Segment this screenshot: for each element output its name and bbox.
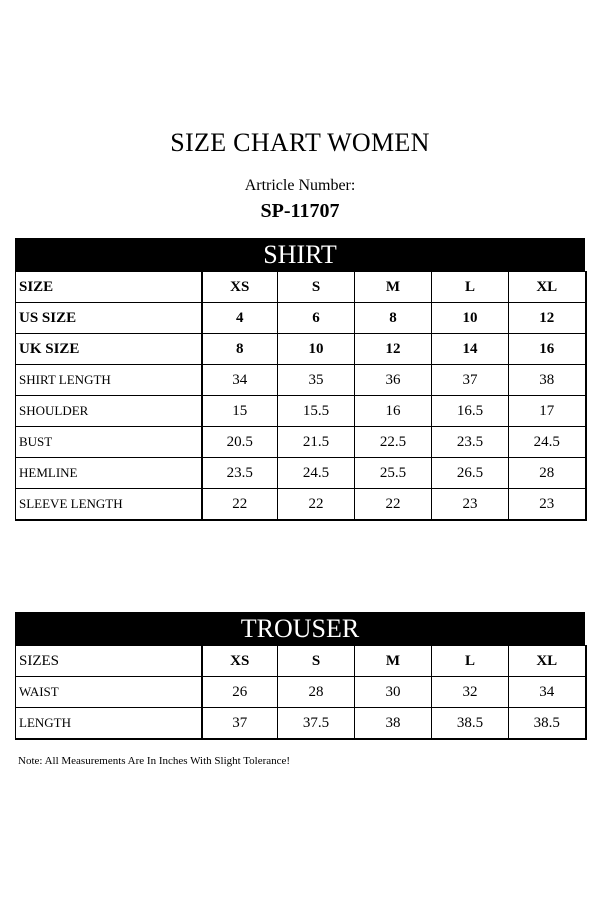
table-cell: 8 — [355, 303, 432, 334]
table-cell: 38.5 — [432, 708, 509, 740]
table-cell: 30 — [355, 677, 432, 708]
table-cell: 16.5 — [432, 396, 509, 427]
table-row — [16, 272, 586, 303]
table-cell: 34 — [202, 365, 278, 396]
table-cell: 10 — [278, 334, 355, 365]
table-row — [16, 365, 586, 396]
table-cell: 37 — [432, 365, 509, 396]
table-cell: XS — [202, 646, 278, 677]
table-cell: 16 — [509, 334, 586, 365]
table-cell: XL — [509, 272, 586, 303]
table-cell: 21.5 — [278, 427, 355, 458]
table-cell: 23.5 — [202, 458, 278, 489]
table-cell: XL — [509, 646, 586, 677]
table-cell: 22 — [278, 489, 355, 521]
table-cell: L — [432, 646, 509, 677]
table-cell: 38.5 — [509, 708, 586, 740]
table-row — [16, 427, 586, 458]
row-label: WAIST — [16, 677, 202, 708]
table-cell: XS — [202, 272, 278, 303]
table-row — [16, 396, 586, 427]
row-label: HEMLINE — [16, 458, 202, 489]
table-cell: 4 — [202, 303, 278, 334]
article-number-value: SP-11707 — [260, 200, 340, 222]
row-label: SIZES — [16, 646, 202, 677]
table-cell: 6 — [278, 303, 355, 334]
table-cell: 28 — [509, 458, 586, 489]
table-cell: 23 — [432, 489, 509, 521]
table-cell: 26.5 — [432, 458, 509, 489]
article-number-label: Artricle Number: — [244, 177, 356, 194]
table-cell: 22 — [355, 489, 432, 521]
table-row — [16, 334, 586, 365]
row-label: SIZE — [16, 272, 202, 303]
trouser-size-table — [15, 645, 587, 740]
table-row — [16, 646, 586, 677]
table-cell: 35 — [278, 365, 355, 396]
table-cell: S — [278, 646, 355, 677]
table-cell: 14 — [432, 334, 509, 365]
table-cell: 22.5 — [355, 427, 432, 458]
table-cell: 16 — [355, 396, 432, 427]
table-cell: 12 — [509, 303, 586, 334]
row-label: SHOULDER — [16, 396, 202, 427]
table-cell: 24.5 — [278, 458, 355, 489]
table-cell: 37 — [202, 708, 278, 740]
measurement-note: Note: All Measurements Are In Inches With Slight Tolerance! — [18, 755, 291, 767]
shirt-size-section — [15, 238, 585, 521]
trouser-size-section — [15, 612, 585, 740]
table-cell: 22 — [202, 489, 278, 521]
row-label: UK SIZE — [16, 334, 202, 365]
table-cell: 28 — [278, 677, 355, 708]
row-label: SHIRT LENGTH — [16, 365, 202, 396]
table-cell: M — [355, 646, 432, 677]
table-cell: 17 — [509, 396, 586, 427]
table-cell: 25.5 — [355, 458, 432, 489]
table-cell: 8 — [202, 334, 278, 365]
table-cell: 26 — [202, 677, 278, 708]
table-cell: 23.5 — [432, 427, 509, 458]
table-row — [16, 708, 586, 740]
page-title: SIZE CHART WOMEN — [170, 128, 430, 157]
table-cell: 23 — [509, 489, 586, 521]
table-row — [16, 677, 586, 708]
table-cell: 36 — [355, 365, 432, 396]
table-row — [16, 458, 586, 489]
table-cell: 37.5 — [278, 708, 355, 740]
table-row — [16, 303, 586, 334]
shirt-size-table — [15, 271, 587, 521]
table-cell: M — [355, 272, 432, 303]
table-cell: 32 — [432, 677, 509, 708]
table-cell: 15.5 — [278, 396, 355, 427]
table-cell: L — [432, 272, 509, 303]
table-cell: 12 — [355, 334, 432, 365]
row-label: LENGTH — [16, 708, 202, 740]
row-label: SLEEVE LENGTH — [16, 489, 202, 521]
table-cell: 38 — [355, 708, 432, 740]
table-cell: 15 — [202, 396, 278, 427]
row-label: US SIZE — [16, 303, 202, 334]
trouser-section-heading: TROUSER — [15, 612, 585, 645]
table-cell: 20.5 — [202, 427, 278, 458]
table-cell: 38 — [509, 365, 586, 396]
table-cell: 10 — [432, 303, 509, 334]
table-cell: 24.5 — [509, 427, 586, 458]
table-cell: S — [278, 272, 355, 303]
table-row — [16, 489, 586, 521]
row-label: BUST — [16, 427, 202, 458]
table-cell: 34 — [509, 677, 586, 708]
shirt-section-heading: SHIRT — [15, 238, 585, 271]
